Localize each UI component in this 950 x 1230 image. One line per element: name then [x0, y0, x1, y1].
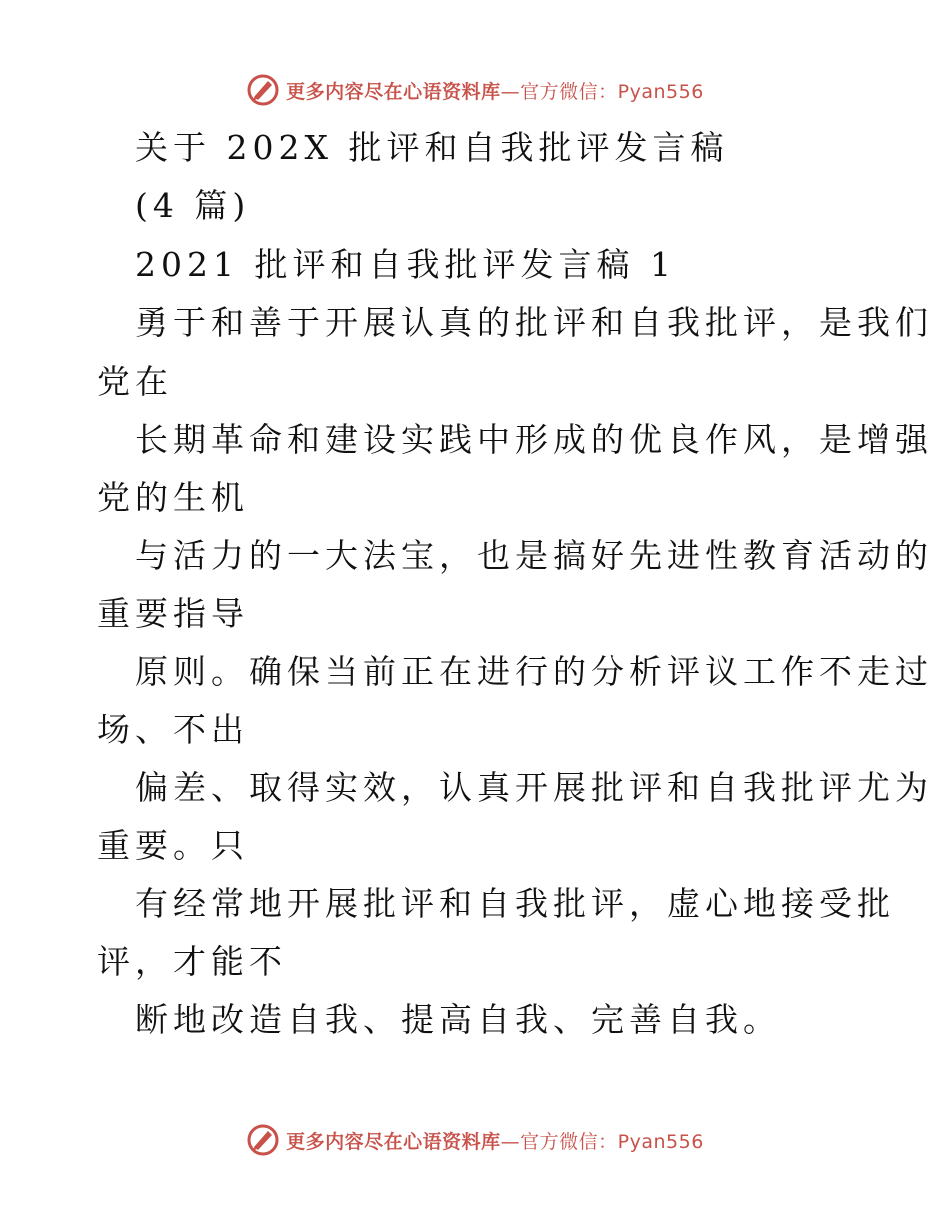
logo-icon — [246, 73, 280, 107]
logo-icon — [246, 1123, 280, 1157]
paragraph-line: 长期革命和建设实践中形成的优良作风，是增强 — [135, 420, 933, 459]
paragraph-line: 原则。确保当前正在进行的分析评议工作不走过 — [135, 652, 933, 691]
watermark-banner-top — [0, 70, 950, 110]
paragraph-line: 与活力的一大法宝，也是搞好先进性教育活动的 — [135, 536, 933, 575]
paragraph-line: 重要指导 — [97, 594, 249, 633]
paragraph-line: 党在 — [97, 362, 173, 401]
watermark-text: 更多内容尽在心语资料库—官方微信：Pyan556 — [286, 1130, 704, 1153]
paragraph-line: 有经常地开展批评和自我批评，虚心地接受批 — [135, 884, 895, 923]
paragraph-line: 评，才能不 — [97, 942, 287, 981]
document-subtitle: (4 篇) — [135, 186, 251, 225]
paragraph-line: 断地改造自我、提高自我、完善自我。 — [135, 1000, 781, 1039]
paragraph-line: 场、不出 — [97, 710, 249, 749]
paragraph-line: 重要。只 — [97, 826, 249, 865]
paragraph-line: 勇于和善于开展认真的批评和自我批评，是我们 — [135, 303, 933, 342]
paragraph-line: 党的生机 — [97, 478, 249, 517]
watermark-text: 更多内容尽在心语资料库—官方微信：Pyan556 — [286, 80, 704, 103]
section-heading: 2021 批评和自我批评发言稿 1 — [135, 245, 676, 284]
paragraph-line: 偏差、取得实效，认真开展批评和自我批评尤为 — [135, 768, 933, 807]
watermark-banner-bottom — [0, 1120, 950, 1160]
document-title: 关于 202X 批评和自我批评发言稿 — [135, 128, 729, 167]
